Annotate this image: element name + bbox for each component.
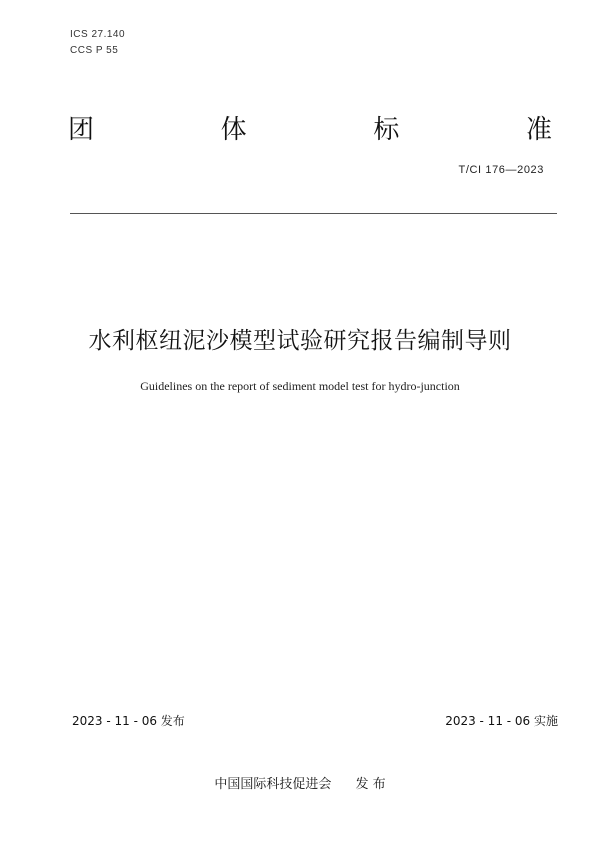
implementation-date: 2023 - 11 - 06 实施 bbox=[445, 714, 558, 728]
document-title-chinese: 水利枢纽泥沙模型试验研究报告编制导则 bbox=[88, 328, 512, 354]
standard-type-char: 团 bbox=[68, 115, 95, 145]
document-title-english: Guidelines on the report of sediment model test for hydro-junction bbox=[140, 379, 460, 393]
publisher-action: 发 布 bbox=[355, 777, 386, 792]
ccs-code: CCS P 55 bbox=[70, 45, 119, 56]
standard-type-char: 准 bbox=[525, 115, 552, 145]
standard-type-char: 体 bbox=[220, 115, 247, 145]
standard-type-heading bbox=[68, 112, 552, 148]
ics-code: ICS 27.140 bbox=[70, 29, 126, 40]
issue-date: 2023 - 11 - 06 发布 bbox=[72, 714, 185, 728]
publisher-line bbox=[0, 775, 600, 795]
classification-codes bbox=[70, 27, 125, 59]
publisher-name: 中国国际科技促进会 bbox=[214, 777, 332, 792]
header-divider bbox=[70, 213, 557, 214]
standard-number: T/CI 176—2023 bbox=[458, 164, 544, 176]
standard-type-char: 标 bbox=[373, 115, 400, 145]
